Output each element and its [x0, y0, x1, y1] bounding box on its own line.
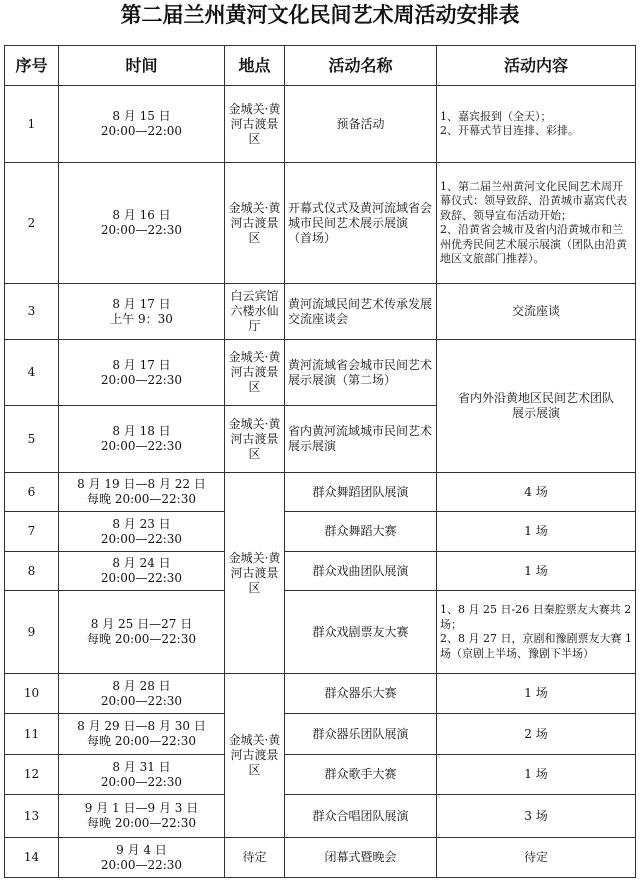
row-activity-content: 1、嘉宾报到（全天）； 2、开幕式节目连排、彩排。 [437, 86, 636, 163]
table-row [5, 552, 636, 591]
row-activity-name: 群众歌手大赛 [285, 755, 437, 795]
row-time: 9 月 4 日 20:00—22:30 [59, 838, 225, 878]
row-number: 14 [5, 838, 59, 878]
row-time: 8 月 29 日—8 月 30 日 每晚 20:00—22:30 [59, 714, 225, 755]
row-time: 8 月 16 日 20:00—22:30 [59, 163, 225, 284]
table-row [5, 674, 636, 714]
header-time: 时间 [59, 46, 225, 86]
row-activity-name: 群众合唱团队展演 [285, 795, 437, 838]
row-number: 10 [5, 674, 59, 714]
schedule-table [4, 45, 636, 878]
row-activity-name: 省内黄河流域城市民间艺术展示展演 [285, 406, 437, 473]
header-content: 活动内容 [437, 46, 636, 86]
table-row [5, 795, 636, 838]
row-activity-content: 1、8 月 25 日-26 日秦腔票友大赛共 2 场； 2、8 月 27 日，京剧和豫剧票友大赛 1 场（京剧上半场、豫剧下半场） [437, 591, 636, 674]
row-activity-content: 1 场 [437, 552, 636, 591]
row-place: 金城关·黄河古渡景区 [225, 86, 285, 163]
row-number: 13 [5, 795, 59, 838]
row-activity-content: 交流座谈 [437, 284, 636, 340]
row-time: 8 月 28 日 20:00—22:30 [59, 674, 225, 714]
row-number: 11 [5, 714, 59, 755]
row-number: 9 [5, 591, 59, 674]
page-title: 第二届兰州黄河文化民间艺术周活动安排表 [120, 2, 520, 27]
row-number: 12 [5, 755, 59, 795]
row-number: 4 [5, 340, 59, 406]
row-activity-content: 2 场 [437, 714, 636, 755]
row-number: 6 [5, 473, 59, 512]
table-row [5, 714, 636, 755]
row-place: 金城关·黄河古渡景区 [225, 163, 285, 284]
row-time: 8 月 31 日 20:00—22:30 [59, 755, 225, 795]
merged-activity-content: 省内外沿黄地区民间艺术团队 展示展演 [437, 340, 636, 473]
row-activity-name: 群众舞蹈大赛 [285, 512, 437, 552]
row-activity-name: 群众舞蹈团队展演 [285, 473, 437, 512]
row-time: 8 月 24 日 20:00—22:30 [59, 552, 225, 591]
row-activity-name: 开幕式仪式及黄河流域省会城市民间艺术展示展演 （首场） [285, 163, 437, 284]
row-place: 待定 [225, 838, 285, 878]
table-row [5, 163, 636, 284]
row-number: 3 [5, 284, 59, 340]
row-place: 白云宾馆六楼水仙厅 [225, 284, 285, 340]
row-time: 8 月 23 日 20:00—22:30 [59, 512, 225, 552]
row-place: 金城关·黄河古渡景区 [225, 340, 285, 406]
row-number: 1 [5, 86, 59, 163]
row-activity-content: 1 场 [437, 512, 636, 552]
row-time: 8 月 15 日 20:00—22:00 [59, 86, 225, 163]
row-time: 9 月 1 日—9 月 3 日 每晚 20:00—22:30 [59, 795, 225, 838]
header-no: 序号 [5, 46, 59, 86]
header-row [5, 46, 636, 86]
row-activity-name: 群众器乐大赛 [285, 674, 437, 714]
table-row [5, 86, 636, 163]
table-row [5, 838, 636, 878]
table-row [5, 473, 636, 512]
row-activity-content: 1、第二届兰州黄河文化民间艺术周开幕仪式：领导致辞、沿黄城市嘉宾代表致辞、领导宣布活动开始； 2、沿黄省会城市及省内沿黄城市和兰州优秀民间艺术展示展演（团队由沿黄地区文旅部门推荐）。 [437, 163, 636, 284]
row-activity-name: 黄河流域民间艺术传承发展交流座谈会 [285, 284, 437, 340]
row-activity-name: 群众器乐团队展演 [285, 714, 437, 755]
row-activity-content: 4 场 [437, 473, 636, 512]
table-row [5, 755, 636, 795]
row-number: 5 [5, 406, 59, 473]
row-time: 8 月 25 日—27 日 每晚 20:00—22:30 [59, 591, 225, 674]
row-number: 8 [5, 552, 59, 591]
row-activity-content: 3 场 [437, 795, 636, 838]
row-activity-content: 1 场 [437, 755, 636, 795]
merged-place: 金城关·黄河古渡景区 [225, 674, 285, 838]
row-activity-name: 群众戏剧票友大赛 [285, 591, 437, 674]
row-activity-name: 预备活动 [285, 86, 437, 163]
table-row [5, 340, 636, 406]
row-activity-name: 黄河流域省会城市民间艺术展示展演（第二场） [285, 340, 437, 406]
table-row [5, 284, 636, 340]
row-time: 8 月 17 日 上午 9：30 [59, 284, 225, 340]
row-activity-name: 闭幕式暨晚会 [285, 838, 437, 878]
merged-place: 金城关·黄河古渡景区 [225, 473, 285, 674]
row-time: 8 月 19 日—8 月 22 日 每晚 20:00—22:30 [59, 473, 225, 512]
row-time: 8 月 17 日 20:00—22:30 [59, 340, 225, 406]
header-name: 活动名称 [285, 46, 437, 86]
header-place: 地点 [225, 46, 285, 86]
table-row [5, 591, 636, 674]
row-activity-content: 1 场 [437, 674, 636, 714]
row-number: 2 [5, 163, 59, 284]
row-activity-name: 群众戏曲团队展演 [285, 552, 437, 591]
table-row [5, 512, 636, 552]
row-activity-content: 待定 [437, 838, 636, 878]
row-number: 7 [5, 512, 59, 552]
row-time: 8 月 18 日 20:00—22:30 [59, 406, 225, 473]
row-place: 金城关·黄河古渡景区 [225, 406, 285, 473]
